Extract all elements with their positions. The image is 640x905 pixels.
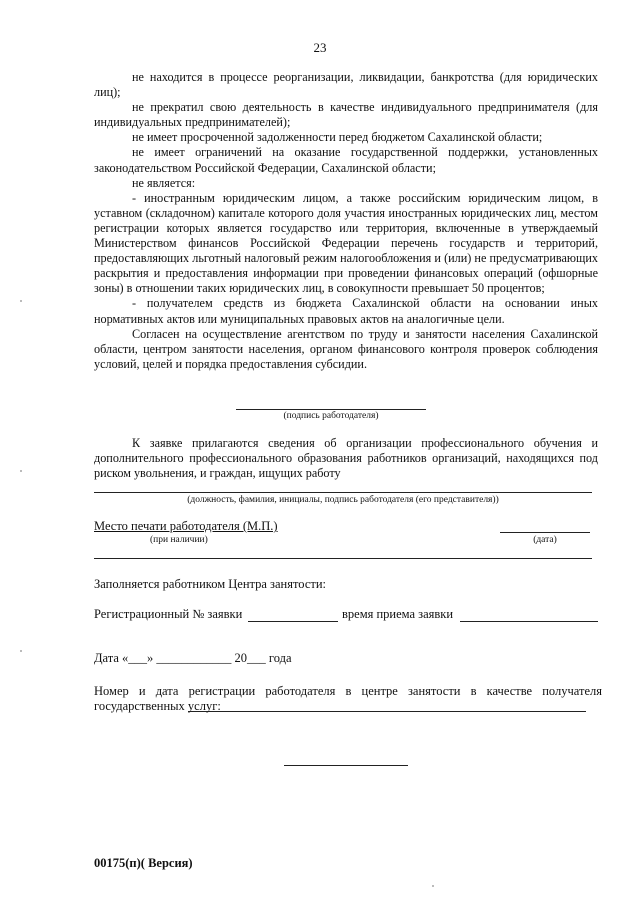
condition-no-overdue-debt: не имеет просроченной задолженности перед бюджетом Сахалинской области; bbox=[132, 130, 543, 145]
condition-no-support-restrictions: не имеет ограничений на оказание государственной поддержки, установленных законодательством Российской Федерации, Сахалинской области; bbox=[94, 145, 598, 175]
separator-line bbox=[94, 558, 592, 559]
page-number: 23 bbox=[313, 40, 327, 55]
condition-not-budget-recipient: - получателем средств из бюджета Сахалинской области на основании иных нормативных актов или муниципальных правовых актов на аналогичные цели. bbox=[94, 296, 598, 326]
reception-time-label: время приема заявки bbox=[342, 607, 454, 621]
scan-mark bbox=[432, 885, 434, 887]
stamp-note: (при наличии) bbox=[150, 535, 208, 545]
employer-signature-line[interactable] bbox=[236, 409, 426, 410]
condition-not-foreign-entity: - иностранным юридическим лицом, а также российским юридическим лицом, в уставном (складочном) капитале которого доля участия иностранных юридических лиц, местом регистрации которых является государство или территория, включенные в утверждаемый Министерством финансов Российской Федерации перечень государств и территорий, предоставляющих льготный налоговый режим налогообложения и (или) не предусматривающих раскрытия и предоставления информации при проведении финансовых операций (офшорные зоны) в отношении таких юридических лиц, в совокупности превышает 50 процентов; bbox=[94, 190, 598, 296]
document-id: 00175(п)( Версия) bbox=[94, 856, 193, 870]
representative-signature-line[interactable] bbox=[94, 492, 592, 493]
registration-number-field[interactable] bbox=[248, 621, 338, 622]
condition-activity-continued: не прекратил свою деятельность в качестве индивидуального предпринимателя (для индивидуальных предпринимателей); bbox=[94, 100, 598, 130]
scan-mark bbox=[20, 650, 22, 652]
reception-time-field[interactable] bbox=[460, 621, 598, 622]
registration-number-label: Регистрационный № заявки bbox=[94, 607, 243, 621]
condition-is-not: не является: bbox=[132, 175, 196, 190]
date-line[interactable] bbox=[500, 532, 590, 533]
attachments-statement: К заявке прилагаются сведения об организации профессионального обучения и дополнительного профессионального образования работников организаций, находящихся под риском увольнения, и граждан, ищущих работу bbox=[94, 436, 598, 481]
condition-not-reorganizing: не находится в процессе реорганизации, ликвидации, банкротства (для юридических лиц); bbox=[94, 70, 598, 100]
employer-signature-caption: (подпись работодателя) bbox=[283, 411, 379, 421]
date-caption: (дата) bbox=[533, 535, 557, 545]
employment-center-heading: Заполняется работником Центра занятости: bbox=[94, 577, 327, 591]
scan-mark bbox=[20, 300, 22, 302]
representative-caption: (должность, фамилия, инициалы, подпись работодателя (его представителя)) bbox=[187, 495, 499, 505]
scan-mark bbox=[20, 470, 22, 472]
bottom-signature-line[interactable] bbox=[284, 765, 408, 766]
registration-info-field[interactable] bbox=[188, 711, 586, 712]
date-field[interactable]: Дата «___» ____________ 20___ года bbox=[94, 651, 292, 665]
consent-to-inspections: Согласен на осуществление агентством по труду и занятости населения Сахалинской области, центром занятости населения, органом финансового контроля проверок соблюдения условий, целей и порядка предоставления субсидии. bbox=[94, 326, 598, 371]
stamp-label: Место печати работодателя (М.П.) bbox=[94, 519, 278, 533]
registration-info-label: Номер и дата регистрации работодателя в центре занятости в качестве получателя государственных услуг: bbox=[94, 684, 602, 713]
eligibility-conditions bbox=[94, 70, 598, 372]
